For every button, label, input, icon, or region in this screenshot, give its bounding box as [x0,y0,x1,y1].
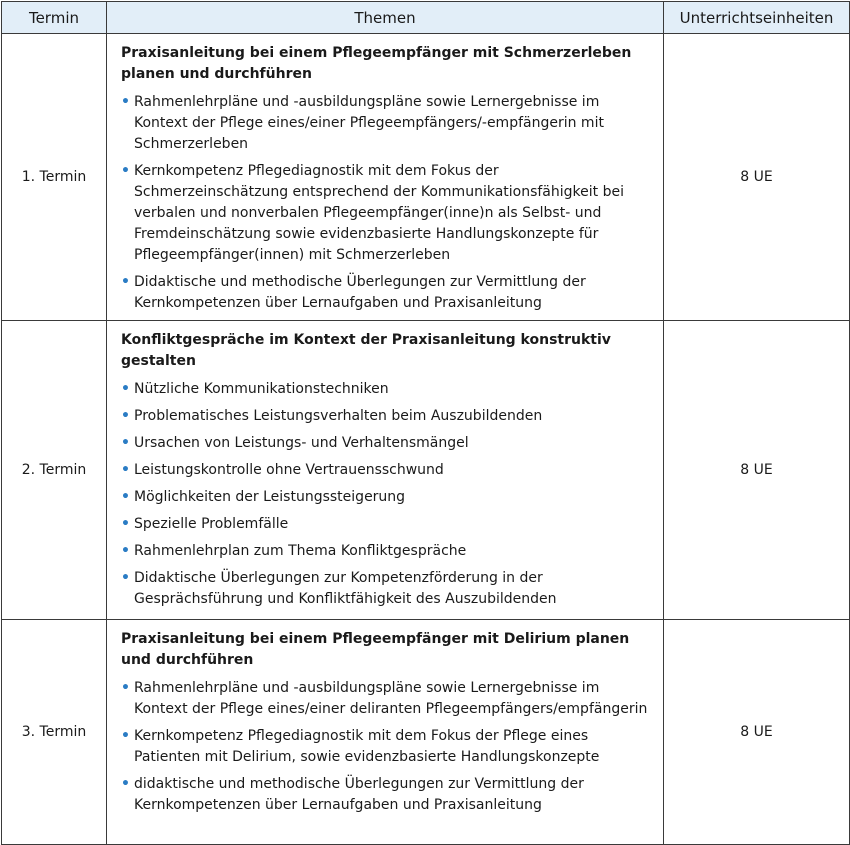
bullet-icon: • [121,462,130,478]
bullet-icon: • [121,435,130,451]
termin-cell: 2. Termin [2,321,107,620]
bullet-icon: • [121,516,130,532]
themen-cell [107,34,664,321]
topic-title: Praxisanleitung bei einem Pflegeempfänger mit Schmerzerleben planen und durchführen [121,45,632,82]
topic-list [121,379,651,610]
themen-cell [107,321,664,620]
bullet-icon: • [121,274,130,290]
ue-cell: 8 UE [664,34,850,321]
header-termin: Termin [2,2,107,34]
bullet-icon: • [121,94,130,110]
bullet-icon: • [121,408,130,424]
ue-cell: 8 UE [664,321,850,620]
list-item: • Rahmenlehrplan zum Thema Konfliktgespräche [121,541,651,562]
bullet-icon: • [121,680,130,696]
header-row [2,2,850,34]
list-item: • Didaktische Überlegungen zur Kompetenzförderung in der Gesprächsführung und Konfliktfähigkeit des Auszubildenden [121,570,557,607]
bullet-icon: • [121,489,130,505]
list-item: • Rahmenlehrpläne und -ausbildungspläne sowie Lernergebnisse im Kontext der Pflege eines/einer deliranten Pflegeempfängers/empfängerin [121,680,648,717]
list-item: • Kernkompetenz Pflegediagnostik mit dem Fokus der Schmerzeinschätzung entsprechend der Kommunikationsfähigkeit bei verbalen und nonverbalen Pflegeempfänger(inne)n als Selbst- und Fremdeinschätzung sowie evidenzbasierte Handlungskonzepte für Pflegeempfänger(innen) mit Schmerzerleben [121,163,624,263]
header-themen: Themen [107,2,664,34]
list-item: • Möglichkeiten der Leistungssteigerung [121,487,651,508]
bullet-icon: • [121,543,130,559]
termin-cell: 3. Termin [2,620,107,845]
table-row [2,321,850,620]
list-item: • Nützliche Kommunikationstechniken [121,379,651,400]
schedule-table [1,1,850,845]
list-item: • Leistungskontrolle ohne Vertrauensschwund [121,460,651,481]
bullet-icon: • [121,728,130,744]
list-item: • Problematisches Leistungsverhalten beim Auszubildenden [121,406,651,427]
themen-cell [107,620,664,845]
topic-title: Konfliktgespräche im Kontext der Praxisanleitung konstruktiv gestalten [121,332,611,369]
list-item: • Spezielle Problemfälle [121,514,651,535]
table-row [2,34,850,321]
bullet-icon: • [121,381,130,397]
topic-title: Praxisanleitung bei einem Pflegeempfänger mit Delirium planen und durchführen [121,631,630,668]
header-ue: Unterrichtseinheiten [664,2,850,34]
list-item: • Rahmenlehrpläne und -ausbildungspläne sowie Lernergebnisse im Kontext der Pflege eines/einer Pflegeempfängers/-empfängerin mit Schmerzerleben [121,94,604,152]
bullet-icon: • [121,570,130,586]
topic-list [121,92,651,314]
list-item: • Kernkompetenz Pflegediagnostik mit dem Fokus der Pflege eines Patienten mit Delirium, sowie evidenzbasierte Handlungskonzepte [121,728,600,765]
table-row [2,620,850,845]
termin-cell: 1. Termin [2,34,107,321]
bullet-icon: • [121,163,130,179]
list-item: • Didaktische und methodische Überlegungen zur Vermittlung der Kernkompetenzen über Lernaufgaben und Praxisanleitung [121,274,586,311]
list-item: • Ursachen von Leistungs- und Verhaltensmängel [121,433,651,454]
bullet-icon: • [121,776,130,792]
topic-list [121,678,651,816]
ue-cell: 8 UE [664,620,850,845]
list-item: • didaktische und methodische Überlegungen zur Vermittlung der Kernkompetenzen über Lernaufgaben und Praxisanleitung [121,776,584,813]
